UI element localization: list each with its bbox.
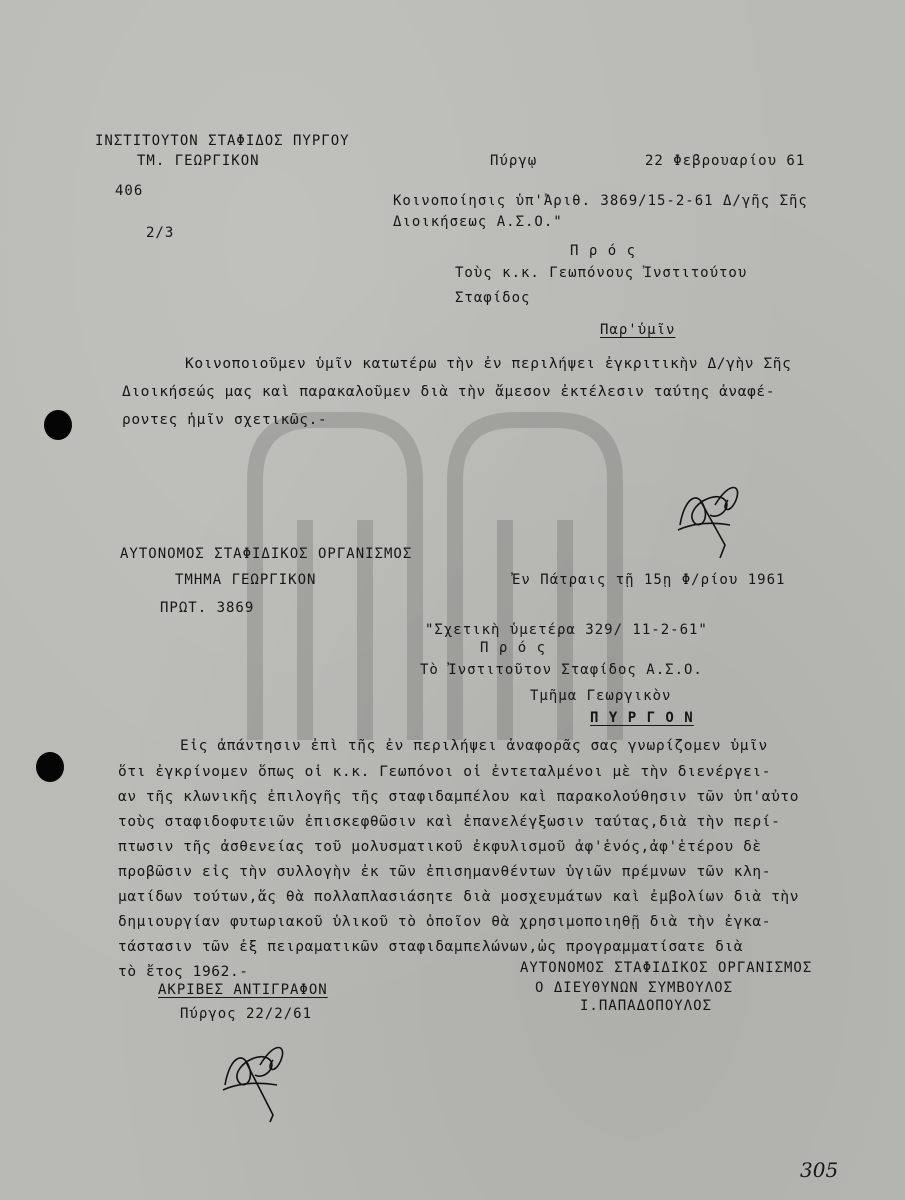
closing-line-3: Ι.ΠΑΠΑΔΟΠΟΥΛΟΣ [580,998,713,1014]
closing-line-2: Ο ΔΙΕΥΘΥΝΩΝ ΣΥΜΒΟΥΛΟΣ [535,980,734,996]
letter2-body-line-4: τοὺς σταφιδοφυτειῶν ἐπισκεφθῶσιν καὶ ἐπανελέγξωσιν ταύτας,διὰ τὴν περί- [118,814,781,830]
letter1-subject-line-2: Διοικήσεως Α.Σ.Ο." [393,214,563,230]
punch-hole-top [44,410,72,440]
letter2-reference: "Σχετικὴ ὑμετέρα 329/ 11-2-61" [425,622,708,638]
letter1-body-line-3: ροντες ἡμῖν σχετικῶς.- [122,412,328,428]
letter1-subject-line-1: Κοινοποίησις ὑπ'Ἀριθ. 3869/15-2-61 Δ/γῆς Σῆς [393,193,808,209]
letter2-pros: Π ρ ό ς [480,640,547,656]
letter2-place-date: Ἐν Πάτραις τῇ 15ῃ Φ/ρίου 1961 [512,572,786,588]
letter1-date: 22 Φεβρουαρίου 61 [645,153,806,169]
letter1-par-ymin: Παρ'ὑμῖν [600,322,676,338]
punch-hole-bottom [36,752,64,782]
letter1-body-line-2: Διοικήσεώς μας καὶ παρακαλοῦμεν διὰ τὴν ἄμεσον ἐκτέλεσιν ταύτης ἀναφέ- [122,384,776,400]
sender-line-1: ΙΝΣΤΙΤΟΥΤΟΝ ΣΤΑΦΙΔΟΣ ΠΥΡΓΟΥ [95,133,350,149]
letter2-body-line-1: Εἰς ἀπάντησιν ἐπὶ τῆς ἐν περιλήψει ἀναφορᾶς σας γνωρίζομεν ὑμῖν [180,738,768,754]
org-line-2: ΤΜΗΜΑ ΓΕΩΡΓΙΚΟΝ [175,572,317,588]
letter1-pros: Π ρ ό ς [570,243,637,259]
sender-line-2: ΤΜ. ΓΕΩΡΓΙΚΟΝ [137,153,260,169]
certified-copy-label: ΑΚΡΙΒΕΣ ΑΝΤΙΓΡΑΦΟΝ [158,982,328,998]
certified-copy-place-date: Πύργος 22/2/61 [180,1006,313,1022]
signature-top [670,470,750,565]
letter1-recipient-line-2: Σταφίδος [455,290,531,306]
letter1-sub-number: 2/3 [146,225,175,241]
letter2-body-line-6: προβῶσιν εἰς τὴν συλλογὴν ἐκ τῶν ἐπισημανθέντων ὑγιῶν πρέμνων τῶν κλη- [118,864,772,880]
letter2-body-line-9: τάστασιν τῶν ἐξ πειραματικῶν σταφιδαμπελώνων,ὡς προγραμματίσατε διὰ [118,939,744,955]
closing-line-1: ΑΥΤΟΝΟΜΟΣ ΣΤΑΦΙΔΙΚΟΣ ΟΡΓΑΝΙΣΜΟΣ [520,960,813,976]
letter1-place: Πύργῳ [490,153,538,169]
letter2-body-line-5: πτωσιν τῆς ἀσθενείας τοῦ μολυσματικοῦ ἐκφυλισμοῦ ἀφ'ἑνός,ἀφ'ἑτέρου δὲ [118,839,762,855]
letter1-number: 406 [115,183,144,199]
letter2-body-line-2: ὅτι ἐγκρίνομεν ὅπως οἱ κ.κ. Γεωπόνοι οἱ ἐντεταλμένοι μὲ τὴν διενέργει- [118,764,772,780]
letter2-recipient-line-2: Τμῆμα Γεωργικὸν [530,688,672,704]
letter1-recipient-line-1: Τοὺς κ.κ. Γεωπόνους Ἰνστιτούτου [455,265,748,281]
letter2-body-line-7: ματίδων τούτων,ἅς θὰ πολλαπλασιάσητε διὰ μοσχευμάτων καὶ ἐμβολίων διὰ τὴν [118,889,800,905]
letter2-body-line-8: δημιουργίαν φυτωριακοῦ ὑλικοῦ τὸ ὁποῖον θὰ χρησιμοποιηθῇ διὰ τὴν ἐγκα- [118,914,772,930]
page-number: 305 [800,1158,839,1182]
org-line-1: ΑΥΤΟΝΟΜΟΣ ΣΤΑΦΙΔΙΚΟΣ ΟΡΓΑΝΙΣΜΟΣ [120,546,413,562]
signature-bottom [215,1030,295,1125]
letter2-body-line-3: αν τῆς κλωνικῆς ἐπιλογῆς τῆς σταφιδαμπέλου καὶ παρακολούθησιν τῶν ὑπ'αὐτο [118,789,800,805]
letter2-recipient-city: Π Υ Ρ Γ Ο Ν [590,710,694,726]
letter2-recipient-line-1: Τὸ Ἰνστιτοῦτον Σταφίδος Α.Σ.Ο. [420,662,703,678]
letter2-body-line-10: τὸ ἔτος 1962.- [118,964,249,980]
protocol-number: ΠΡΩΤ. 3869 [160,600,255,616]
letter1-body-line-1: Κοινοποιοῦμεν ὑμῖν κατωτέρω τὴν ἐν περιλήψει ἐγκριτικὴν Δ/γὴν Σῆς [185,356,792,372]
